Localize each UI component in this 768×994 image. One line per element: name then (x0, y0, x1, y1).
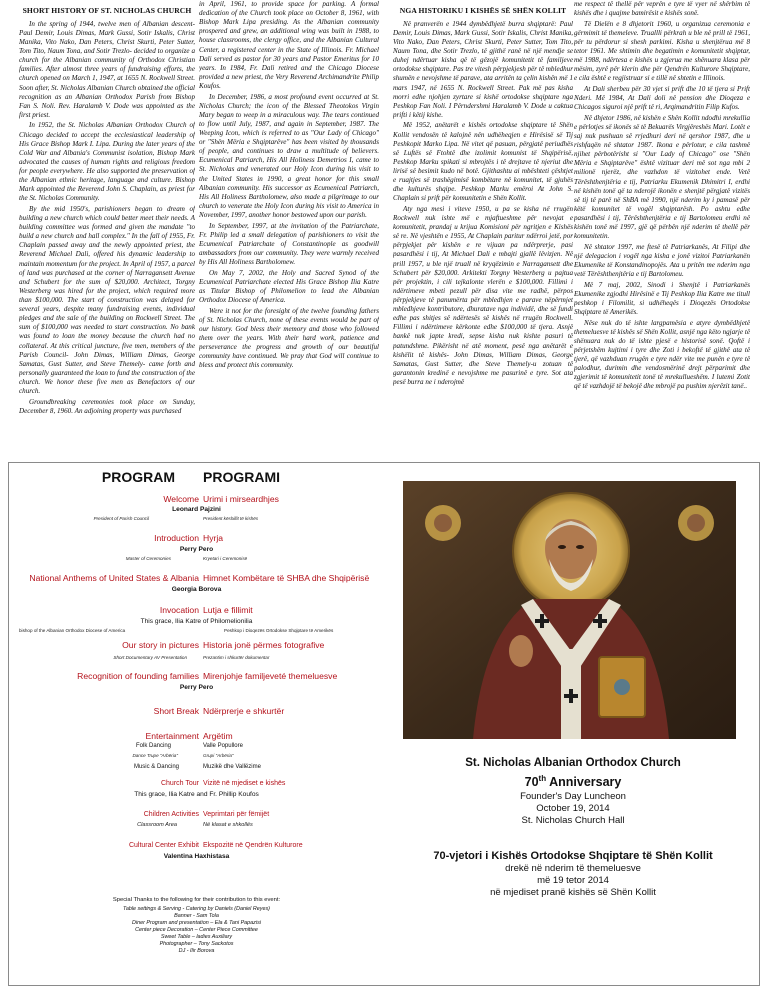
program-title-english: PROGRAM (101, 469, 175, 485)
program-subtitle: Në klasat e shkollës (203, 822, 253, 828)
history-albanian-column-1 (393, 0, 573, 452)
program-item-english: Welcome (163, 494, 199, 504)
history-paragraph: me respect të thellë për veprën e tyre të vyer në shërbim të kishës dhe i quajme bamirësit e kishës sonë. (574, 0, 750, 18)
program-subtitle: Kryetari i Ceremonisë (203, 556, 248, 561)
program-title-albanian: PROGRAMI (203, 469, 280, 485)
history-paragraph: Në shtator 1997, me ftesë të Patriarkanës, At Filipi dhe një delegacion i vogël nga kisha e jonë vizitoi Patriarkanën Ekumenike të Konstandinopojës. Ata u pritën me nderim nga vetë Tërështhenjtëria e tij Bartolomeu. (574, 242, 750, 279)
program-column (9, 463, 384, 985)
history-paragraph: in April, 1961, to provide space for parking. A formal dedication of the Church took place on October 8, 1961, with Bishop Mark Lipa presiding. As the Albanian community prospered and grew, an additional wing was built in 1988, to house classrooms, the clergy office, and the Albanian Cultural Center, a registered center in the State of Illinois. Fr. Michael Dali served as pastor for 30 years and Pastor Emeritus for 10 years. In 1984, Fr. Dali retired and the Chicago Diocese provided a new priest, the Very Reverend Archimandrite Philip Koufos. (199, 0, 379, 90)
program-item-english: Short Break (153, 706, 199, 716)
history-paragraph: On May 7, 2002, the Holy and Sacred Synod of the Ecumenical Patriarchate elected His Grace Bishop Ilia Katre as Titular Bishop of Philomelion to lead the Albanian Orthodox Diocese of America. (199, 268, 379, 304)
special-thanks-title: Special Thanks to the following for their contribution to this event: (112, 897, 281, 903)
program-subtitle: Classroom Area (137, 822, 177, 828)
albanian-anniversary-title: 70-vjetori i Kishës Ortodokse Shqiptare të Shën Kollit (433, 850, 713, 863)
event-info (385, 757, 761, 898)
church-name: St. Nicholas Albanian Orthodox Church (465, 757, 681, 769)
anniversary-word: Anniversary (549, 775, 622, 790)
history-paragraph: Groundbreaking ceremonies took place on Sunday, December 8, 1960. An adjoining property was purchased (19, 397, 195, 415)
special-thanks (9, 897, 384, 956)
program-subtitle: Peshkop i Dioqezës Ortodokse Shqiptare të Amerikës (224, 628, 334, 633)
history-english-title: SHORT HISTORY OF ST. NICHOLAS CHURCH (22, 6, 192, 15)
program-item-english: Invocation (159, 605, 199, 615)
program-entry: Folk Dancing (135, 743, 171, 749)
program-item-albanian: Urimi i mirseardhjes (203, 494, 279, 504)
program-item-english: Church Tour (160, 780, 199, 787)
history-paragraph: Më 1952, anëtarët e kishës ortodokse shqiptare të Shën Kollit vendosën të kalojnë nën udhëheqjen e Hirësisë së Tij Peshkopit Marko Lipa. Në vitet që pasuan, përgjatë periudhës së Luftës së Ftohtë dhe izolimit komunist të Shqipërisë, Peshkop Marku spikati si mbrojtës i të drejtave të njeriut dhe lirisë së besimit kudo në botë. Gjithashtu ai mbështeti çështjet e ruajtjes së trashëgimisë kombëtare në komunitet, të gjuhës dhe kulturës shqipe. Peshkop Marku emëroi At John S. Chaplain si prift për komunitetin e Shën Kollit. (393, 121, 573, 203)
anniversary-suffix: th (538, 774, 547, 783)
history-paragraph: Në dhjetor 1986, në kishën e Shën Kollit ndodhi mrekullia e përlotjes së ikonës së të Bekuarës Virgjëreshës Mari. Lotët e saj nuk pushuan së rrjedhuri deri në qershor 1987, dhe u rishfaqën në shtator 1987. Ikona e përlotur, e cila tashmë njihet përbotërisht si "Our Lady of Chicago" ose "Shën Mëria e Shqiptarëve" është vizituar deri më sot nga mbi 2 milionë njerëz, dhe vazhdon të vizitohet ende. Vetë Tërështhenjtëria e tij, Patriarku Ekumenik Dhimitri I, erdhi në kishën tonë që ta nderojë ikonën e shenjtë përgjatë vizitës së tij të parë në ShBA më 1990, një nderim ky i pamasë për këtë komunitet të vogël shqiptarësh. Po ashtu edhe pasardhësi i tij, Tërështhenjtëria e tij Bartolomeu erdhi në kishën tonë më 1997, gjë që përbën një nderim të thellë për komunitetin. (574, 113, 750, 241)
thanks-line: Sweet Table – ladies Auxiliary (160, 934, 233, 941)
program-item-albanian: Mirenjohje familjeveté themeluesve (203, 671, 338, 681)
program-item-albanian: Ndërprerje e shkurtër (203, 706, 285, 716)
program-person: Valentina Haxhistasa (163, 853, 230, 860)
program-person: Perry Pero (179, 684, 214, 691)
program-item-albanian: Hyrja (203, 533, 224, 543)
program-item-english: Entertainment (145, 731, 199, 741)
history-section (0, 0, 768, 452)
program-item-albanian: Ekspozitë në Qendrën Kulturore (203, 842, 303, 849)
history-paragraph: At Dali sherbeu për 30 vjet si prift dhe 10 të tjera si Prift Nderi. Më 1984, At Dali doli në pension dhe Dioqeza e Chicagos siguroi një prift të ri, Arqimandritin Filip Kufos. (574, 84, 750, 112)
program-item-albanian: Argëtim (203, 731, 233, 741)
event-date: October 19, 2014 (536, 803, 610, 815)
program-item-albanian: Veprimtari për fëmijët (203, 811, 270, 818)
program-person: This grace, Ilia Katre of Philomelionilia (140, 618, 253, 625)
albanian-event-location: në mjediset pranë kishës së Shën Kollit (490, 887, 656, 899)
thanks-line: DJ - Ilir Borova (178, 948, 215, 955)
history-english-column-1 (19, 0, 195, 452)
program-entry: Muzikë dhe Vallëzime (203, 764, 261, 770)
event-location: St. Nicholas Church Hall (521, 815, 625, 827)
history-albanian-column-2 (574, 0, 750, 452)
program-item-english: Children Activities (143, 811, 199, 818)
program-subtitle: Dance Trupe "Arbëria" (132, 753, 178, 758)
program-item-english: Our story in pictures (122, 640, 199, 650)
program-subtitle: bishop of the Albanian Orthodox Diocese of America (19, 628, 126, 633)
program-subtitle: President of Parish Council (93, 516, 149, 521)
program-person: Georgia Borova (171, 586, 222, 593)
program-item-english: Introduction (154, 533, 199, 543)
program-subtitle: Short Documentary AV Presentation (113, 655, 187, 660)
thanks-line: Center piece Decoration – Center Piece Committee (135, 927, 258, 934)
program-entry: Valle Popullore (203, 743, 243, 749)
program-item-albanian: Historia jonë përmes fotografive (203, 640, 325, 650)
history-paragraph: Të Dielën e 8 dhjetorit 1960, u organizua ceremonia e gërmimit të themeleve. Truallli përkrah u ble në prill të 1961, për tu përdorur si shesh parkimi. Kisha u shenjtërua më 8 tetor 1961. Me shtimin dhe begatimin e komunitetit shqiptar, më 1988, ndërtesa e kishës u zgjerua me shënuara klasa për mësim, zyrë për klerin dhe për Qendrën Kulturore Shqiptare, e cila është e regjistruar si e tillë në shtetin e Illinois. (574, 19, 750, 83)
history-paragraph: Nëse nuk do të ishte largpamësia e atyre dymbëdhjetë themeluesve të kishës së Shën Kollit, asnjë nga këto ngjarje të shënuara nuk do të ishte pjesë e historisë sonë. Qoftë i përjetshëm kujtimi i tyre dhe Zoti i bekoftë të gjithë ata të tjerë, që vazhduan rrugën e tyre ndër vite me punën e tyre të palodhur, durimin dhe vendosmërinë drejt përparimit dhe zgjerimit të komunitetit tonë të mrekullueshëm. I lutemi Zotit që të vazhdojë të bekojë dhe mbrojë pa pushim njerëzit tanë.. (574, 318, 750, 391)
history-paragraph: Në pranverën e 1944 dymbëdhjetë burra shqiptarë: Paul Demir, Louis Dimas, Mark Gussi, Sotir Iskalis, Christ Manika, Vito Nako, Dan Peters, Christ Skurti, Peter Sutter, Tom Tito, Naum Tona, dhe Sotir Trezlo, të gjithë ranë në një mendje se duhej ndërtuar kisha që të gëzojë komunitetit të familjeve ortodokse shqiptare. Pas tre vitesh përpjekjesh për të mbledhur shumën e nevojshme të parave, ata arritën ta çelin kishën më 1 mars 1947, në 1655 N. Rockwell Street. Pak më pas kisha morri edhe njohjen zyrtare si kishë ortodokse shqiptare nga Peshkop Fan Noli. I Përndershmi Haralamb V. Dode u caktua prifti i këtij kishe. (393, 19, 573, 119)
program-item-albanian: Vizitë në mjediset e kishës (203, 780, 286, 787)
history-paragraph: In December, 1986, a most profound event occurred at St. Nicholas Church; the icon of the Blessed Theotokos Virgin Mary began to weep in a miraculous way. The tears continued to flow until July, 1987, and again in September, 1987. The Weeping Icon, which is referred to as "Our Lady of Chicago" or "Shën Mëria e Shqiptarëve" has been visited by thousands of people, and continues to draw a multitude of believers. Ecumenical Patriarch, His All Holiness Demetrios I, came to St. Nicholas and venerated our Holy Icon during his visit to the United States in 1990, a great honor for this small Albanian community. His successor as Ecumenical Patriarch, His All Holiness Bartholomew, also made a pilgrimage to our church to venerate the Holy Icon during his visit to America in November, 1997, another honor bestowed upon our parish. (199, 92, 379, 220)
program-item-english: Cultural Center Exhibit (128, 842, 199, 849)
program-person: Perry Pero (179, 546, 214, 553)
thanks-line: Banner - Sam Tola (174, 912, 219, 919)
albanian-event-date: më 19 tetor 2014 (537, 875, 609, 887)
history-paragraph: In the spring of 1944, twelve men of Albanian descent- Paul Demir, Louis Dimas, Mark Gussi, Sotir Iskalis, Christ Manika, Vito Nako, Dan Peters, Christ Skurti, Peter Sutter, Tom Tito, Naum Tona, and Sotir Trezlo- decided to organize a church for the Albanian community of Orthodox Christian families. After almost three years of fundraising efforts, the church opened on March 1, 1947, at 1655 N. Rockwell Street. Soon after, St. Nicholas Albanian Church obtained the official recognition as an Albanian Orthodox Parish from Bishop Fan S. Noli. Rev. Haralamb V. Dode was appointed as the first priest. (19, 19, 195, 119)
program-item-albanian: Himnet Kombëtare të SHBA dhe Shqipërisë (203, 573, 370, 583)
thanks-line: Diner Program and presentation – Ela & Tani Papazisi (132, 919, 261, 926)
program-person: This grace, Ilia Katre and Fr. Phillip Koufos (134, 791, 259, 798)
history-paragraph: In 1952, the St. Nicholas Albanian Orthodox Church of Chicago decided to accept the ecclesiastical leadership of His Grace Bishop Mark I. Lipa. During the later years of the Cold War and Albania's Communist isolation, Bishop Mark advocated the causes of human rights and religious freedom for people everywhere. He also supported the preservation of the Albanian ethnic heritage, language and culture. Bishop Mark appointed the Reverend John S. Chaplain, as priest for the St. Nicholas Community. (19, 121, 195, 203)
program-item-english: Recognition of founding families (77, 671, 199, 681)
luncheon-title: Founder's Day Luncheon (520, 791, 626, 803)
history-paragraph: By the mid 1950's, parishioners began to dream of building a new church which could better meet their needs. A building committee was formed and given the mandate "to build a new church and hall complex." In the fall of 1955, Fr. Chaplain passed away and the newly appointed priest, the Reverend Michael Dali, offered his dynamic leadership to maintain momentum for the project. In April of 1957, a parcel of land was purchased at the corner of Narragansett Avenue and Schubert for the sum of $20,000. Architect, Torgny Westerberg was hired for the project, which required more than $100,000. The start of construction was delayed for several years, despite many fundraising events, individual pledges and the sale of the building on Rockwell Street. The sum of $100,000 was needed to start construction. No bank was found to loan the money because the church had no collateral. At this critical juncture, five men, members of the Parish Council- John Dimas, William Dimas, George Samatas, Gust Sutter, and Steve Themely- came forth and personally guaranteed the loan to fund the construction of the church. We honor these five men as Benefactors of our church. (19, 204, 195, 396)
anniversary-number: 70 (524, 775, 539, 790)
program-entry: Music & Dancing (133, 764, 179, 770)
program-item-english: National Anthems of United States & Albania (29, 573, 199, 583)
program-subtitle: Prezantim i shkurtër dokumentar (203, 655, 270, 660)
program-person: Leonard Pajzini (172, 506, 221, 513)
program-subtitle: Master of Ceremonies (125, 556, 171, 561)
history-paragraph: Aty nga mesi i viteve 1950, u pa se kisha në rrugën Rockwell nuk ishte më e mjaftueshme për nevojat e komunitetit, prandaj u krijua Komisioni për ngritjen e Kishës së re. Në vjeshtën e 1955, At Chaplain paritur ndërroi jetë, por përpjekjet për kishën e re vijuan pa ndërprerje, pasi pasardhësi i tij, At Michael Dali e mbajti gjallë lëvizjen. Në prill 1957, u ble një truall në kryqëzimin e Narragansett dhe Schubert për $20,000. Arkitekti Torgny Westerberg u pajtua për projektin, i cili tejkalonte vlerën e $100,000. Fillimi i ndërtimeve mbeti pezull për disa vite me radhë, përpos përpjekjeve të panumërta për mbledhjen e parave nëpërmjet mbledhjeve kontributore, dhuratave nga individë, dhe së fundi edhe pas shitjes së ndërtesës së kishës në rrugën Rockwell. Fillimi i ndërtimeve kërkonte edhe $100,000 të tjera. Asnjë bankë nuk japte kredi, sepse kisha nuk kishte pasuri të patundshme. Pikërisht në atë moment, pesë nga anëtarët e kishëlit të kishës- John Dimas, William Dimas, George Samatas, Gust Sutter, dhe Steve Themely-u zotuan të garantonin kredinë e nevojshme me pasurinë e tyre. Sot ata pesë burra ne i nderojmë (393, 204, 573, 387)
history-paragraph: Were it not for the foresight of the twelve founding fathers of St. Nicholas Church, none of these events would be part of our history. God bless their memory and those who followed them over the years. With their hard work, patience and perseverance the progress and growth of our beautiful community have continued. We pray that God will continue to bless and protect this community. (199, 306, 379, 370)
history-english-column-2 (199, 0, 379, 452)
saint-nicholas-icon-art (403, 481, 736, 739)
history-paragraph: In September, 1997, at the invitation of the Patriarchate, Fr. Philip led a small delegation of parishioners to visit the Ecumenical Patriarchate of Constantinople as goodwill ambassadors from our community. They were warmly received by His All Holiness Bartholomew. (199, 221, 379, 267)
program-panel (8, 462, 760, 986)
program-subtitle: President këshillit të kishës (203, 516, 259, 521)
program-subtitle: Grupi "Arbëria" (203, 753, 234, 758)
history-albanian-title: NGA HISTORIKU I KISHËS SË SHËN KOLLIT (399, 6, 567, 15)
program-item-albanian: Lutja e fillimit (203, 605, 253, 615)
thanks-line: Photographer – Tony Sackotos (159, 941, 234, 948)
saint-nicholas-icon (403, 481, 736, 739)
history-paragraph: Më 7 maj, 2002, Sinodi i Shenjtë i Patriarkanës Ekumenike zgjodhi Hirësinë e Tij Peshkop Ilia Katre me titull peshkop i Filomilit, si udhëheqës i Dioqezës Ortodokse Shqiptare të Amerikës. (574, 280, 750, 317)
thanks-line: Table settings & Serving - Catering by Daniels (Daniel Reyes) (123, 905, 270, 912)
albanian-luncheon-title: drekë në nderim të themeluesve (505, 863, 641, 875)
anniversary-title (385, 774, 761, 789)
